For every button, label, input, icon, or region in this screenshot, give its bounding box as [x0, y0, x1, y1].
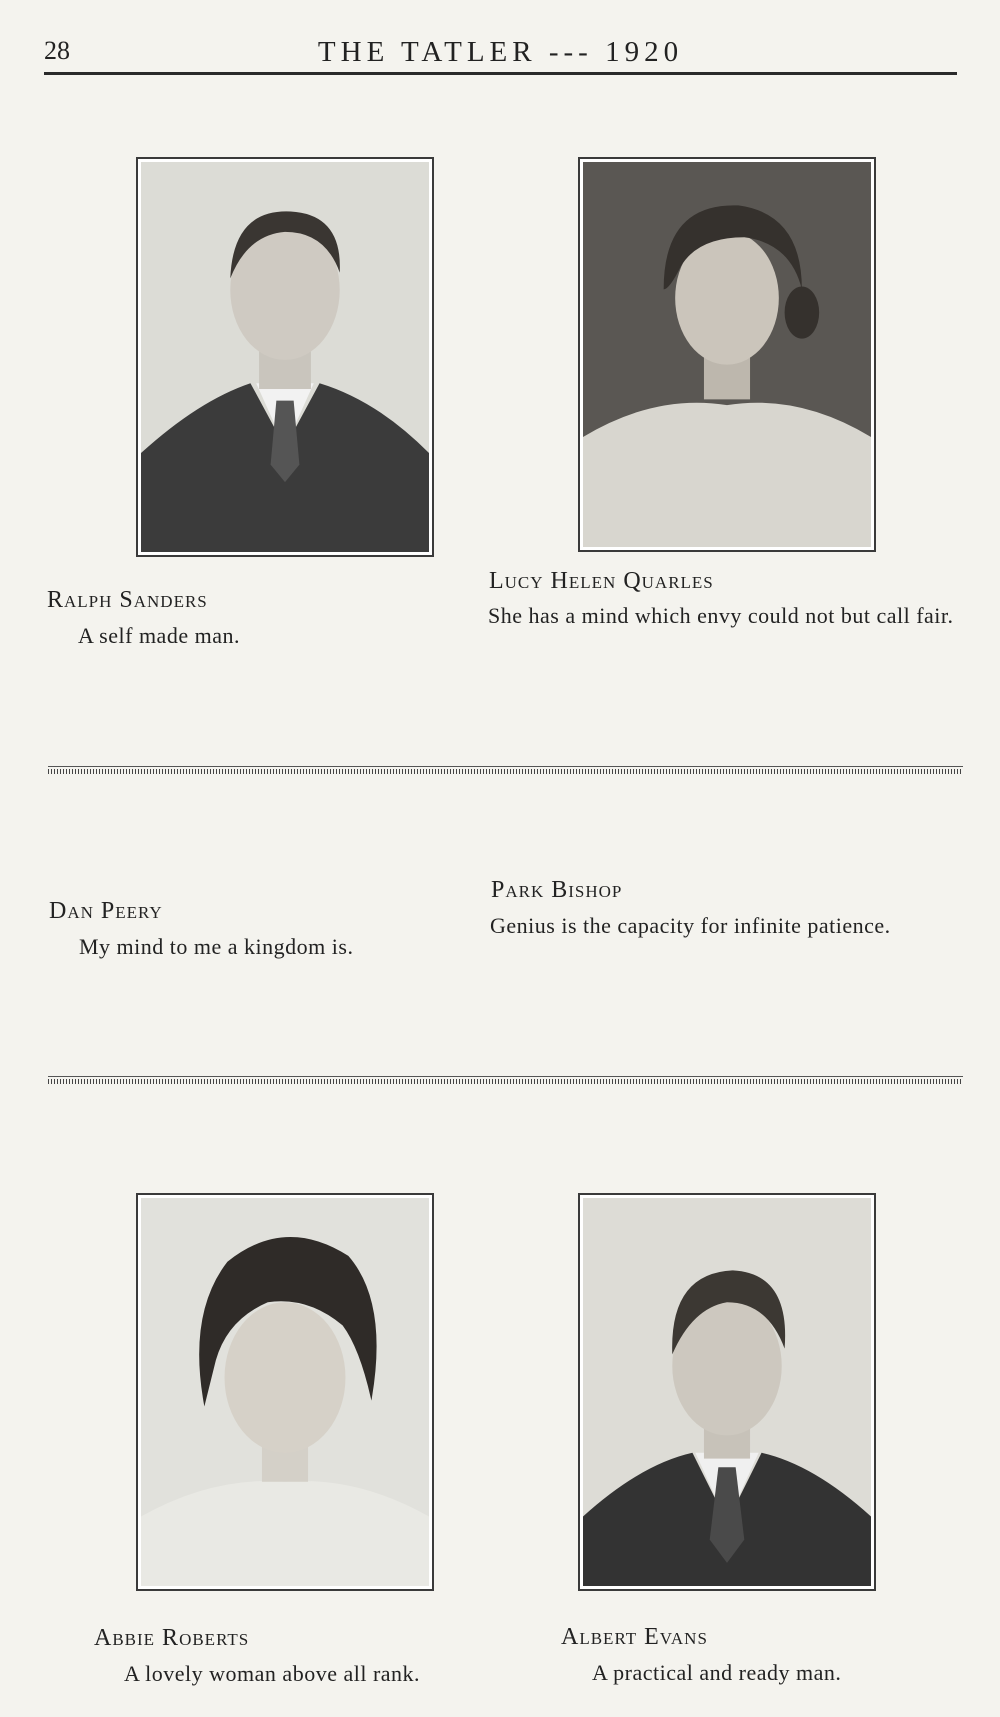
quote-albert-evans: A practical and ready man. [592, 1660, 842, 1685]
portrait-photo-abbie-roberts [136, 1193, 434, 1591]
page-number: 28 [44, 36, 70, 65]
quote-dan-peery: My mind to me a kingdom is. [79, 934, 354, 959]
page-title: THE TATLER --- 1920 [317, 36, 684, 68]
name-ralph-sanders: Ralph Sanders [47, 587, 208, 613]
portrait-photo-ralph-sanders [136, 157, 434, 557]
quote-park-bishop: Genius is the capacity for infinite patience. [490, 913, 891, 938]
section-divider-2 [48, 1076, 963, 1085]
name-dan-peery: Dan Peery [49, 898, 163, 924]
page-header [44, 30, 957, 75]
portrait-photo-albert-evans [578, 1193, 876, 1591]
header-rule [44, 72, 957, 75]
quote-lucy-helen-quarles: She has a mind which envy could not but call fair. [488, 603, 954, 628]
name-park-bishop: Park Bishop [491, 877, 623, 903]
section-divider-1 [48, 766, 963, 775]
name-lucy-helen-quarles: Lucy Helen Quarles [489, 568, 714, 594]
quote-ralph-sanders: A self made man. [78, 623, 240, 648]
name-albert-evans: Albert Evans [561, 1624, 708, 1650]
quote-abbie-roberts: A lovely woman above all rank. [124, 1661, 421, 1686]
portrait-photo-lucy-helen-quarles [578, 157, 876, 552]
name-abbie-roberts: Abbie Roberts [94, 1625, 250, 1651]
